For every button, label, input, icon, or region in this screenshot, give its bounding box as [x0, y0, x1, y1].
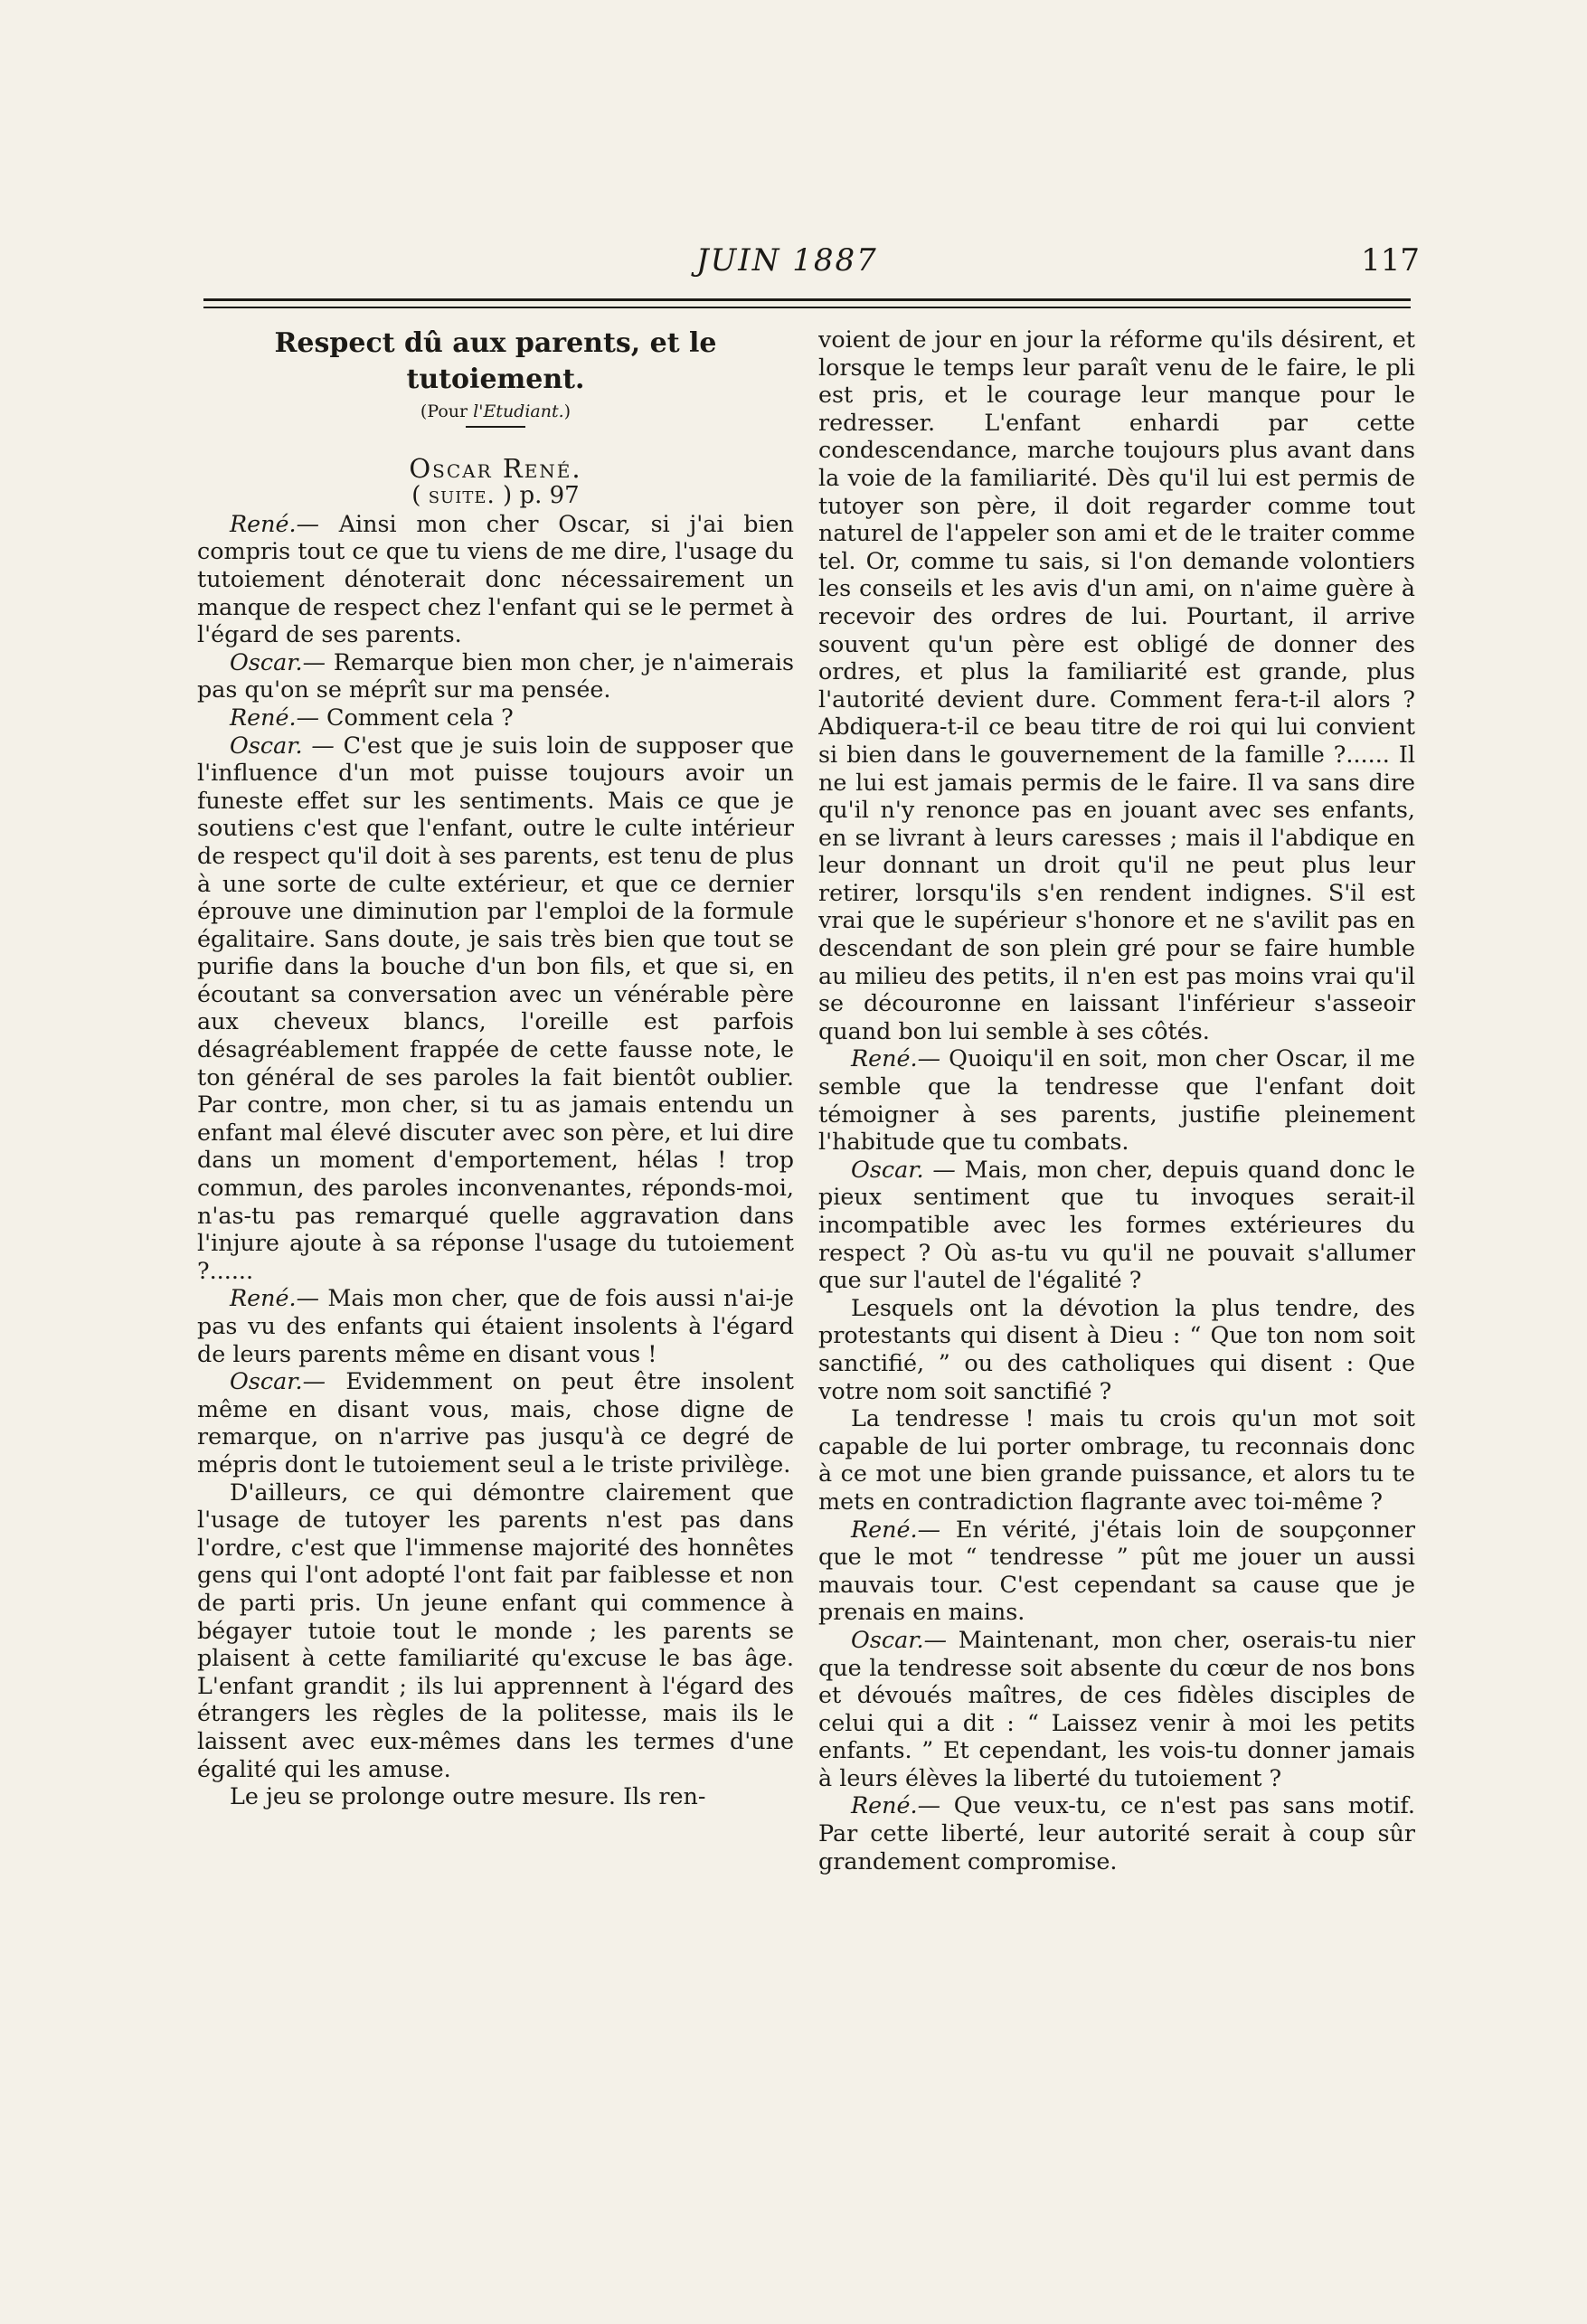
- paragraph-text: C'est que je suis loin de supposer que l'influence d'un mot puisse toujours avoir un funeste effet sur les sentiments. Mais ce que je soutiens c'est que l'enfant, outre le culte intérieur de respect qu'il doit à ses parents, est tenu de plus à une sorte de culte extérieur, et que ce dernier éprouve une diminution par l'emploi de la formule égalitaire. Sans doute, je sais très bien que tout se purifie dans la bouche d'un bon fils, et que si, en écoutant sa conversation avec un vénérable père aux cheveux blancs, l'oreille est parfois désagréablement frappée de cette fausse note, le ton général de ses paroles la fait bientôt oublier. Par contre, mon cher, si tu as jamais entendu un enfant mal élevé discuter avec son père, et lui dire dans un moment d'emportement, hélas ! trop commun, des paroles inconvenantes, réponds-moi, n'as-tu pas remarqué quelle aggravation dans l'injure ajoute à sa réponse l'usage du tutoiement ?......: [197, 731, 794, 1284]
- right-column: [818, 326, 1415, 2116]
- paragraph-text: Quoiqu'il en soit, mon cher Oscar, il me semble que la tendresse que l'enfant doit témoigner à ses parents, justifie pleinement l'habitude que tu combats.: [818, 1044, 1415, 1156]
- speaker-label: Oscar.—: [230, 1367, 326, 1395]
- byline: [197, 398, 794, 426]
- paragraph-text: voient de jour en jour la réforme qu'ils désirent, et lorsque le temps leur paraît venu de le faire, le pli est pris, et le courage leur manque pour le redresser. L'enfant enhardi par cette condescendance, marche toujours plus avant dans la voie de la familiarité. Dès qu'il lui est permis de tutoyer son père, il doit regarder comme tout naturel de l'appeler son ami et de le traiter comme tel. Or, comme tu sais, si l'on demande volontiers les conseils et les avis d'un ami, on n'aime guère à recevoir des ordres de lui. Pourtant, il arrive souvent qu'un père est obligé de donner des ordres, et plus la familiarité est grande, plus l'autorité devient dure. Comment fera-t-il alors ? Abdiquera-t-il ce beau titre de roi qui lui convient si bien dans le gouvernement de la famille ?...... Il ne lui est jamais permis de le faire. Il va sans dire qu'il n'y renonce pas en jouant avec ses enfants, en se livrant à leurs caresses ; mais il l'abdique en leur donnant un droit qu'il ne peut plus leur retirer, lorsqu'ils s'en rendent indignes. S'il est vrai que le supérieur s'honore et ne s'avilit pas en descendant de son plein gré pour se faire humble au milieu des petits, il n'en est pas moins vrai qu'il se découronne en laissant l'inférieur s'asseoir quand bon lui semble à ses côtés.: [818, 326, 1415, 1044]
- paragraph-text: Mais mon cher, que de fois aussi n'ai-je pas vu des enfants qui étaient insolents à l'égard de leurs parents même en disant vous !: [197, 1284, 794, 1367]
- dialogue-paragraph: [197, 704, 794, 732]
- page-number: 117: [1361, 242, 1420, 279]
- dialogue-paragraph: [197, 732, 794, 1285]
- dialogue-paragraph: [818, 1791, 1415, 1875]
- suite-page: p. 97: [519, 482, 580, 510]
- dialogue-paragraph: [197, 648, 794, 704]
- suite-open: (: [411, 482, 421, 510]
- running-head: JUIN 1887: [696, 242, 878, 279]
- dialogue-paragraph: [197, 1478, 794, 1783]
- article-title: Respect dû aux parents, et le tutoiement.: [274, 327, 717, 395]
- article-author: Oscar René.: [409, 452, 582, 484]
- dialogue-paragraph: [818, 1626, 1415, 1792]
- paragraph-text: Ainsi mon cher Oscar, si j'ai bien compris tout ce que tu viens de me dire, l'usage du tutoiement dénoterait donc nécessairement un manque de respect chez l'enfant qui se le permet à l'égard de ses parents.: [197, 509, 794, 648]
- speaker-label: René.—: [230, 509, 319, 537]
- dialogue-paragraph: [818, 1294, 1415, 1404]
- paragraph-text: Que veux-tu, ce n'est pas sans motif. Par cette liberté, leur autorité serait à coup sûr grandement compromise.: [818, 1791, 1415, 1875]
- speaker-label: René.—: [851, 1515, 940, 1543]
- speaker-label: René.—: [851, 1791, 940, 1819]
- speaker-label: René.—: [230, 1284, 319, 1312]
- page-header: [199, 242, 1420, 288]
- paragraph-text: Maintenant, mon cher, oserais-tu nier que la tendresse soit absente du cœur de nos bons et dévoués maîtres, de ces fidèles disciples de celui qui a dit : “ Laissez venir à moi les petits enfants. ” Et cependant, les vois-tu donner jamais à leurs élèves la liberté du tutoiement ?: [818, 1625, 1415, 1791]
- paragraph-text: En vérité, j'étais loin de soupçonner que le mot “ tendresse ” pût me jouer un aussi mauvais tour. C'est cependant sa cause que je prenais en mains.: [818, 1515, 1415, 1626]
- paragraph-text: Remarque bien mon cher, je n'aimerais pas qu'on se méprît sur ma pensée.: [197, 647, 794, 704]
- dialogue-paragraph: [197, 1782, 794, 1810]
- dialogue-paragraph: [818, 326, 1415, 1044]
- paragraph-text: Comment cela ?: [318, 703, 514, 731]
- right-paragraphs: [818, 326, 1415, 1875]
- paragraph-text: D'ailleurs, ce qui démontre clairement que l'usage de tutoyer les parents n'est pas dans l'ordre, c'est que l'immense majorité des honnêtes gens qui l'ont adopté l'ont fait par faiblesse et non de parti pris. Un jeune enfant qui commence à bégayer tutoie tout le monde ; les parents se plaisent à cette familiarité qu'excuse le bas âge. L'enfant grandit ; ils lui apprennent à l'égard des étrangers les règles de la politesse, mais ils le laissent avec eux-mêmes dans les termes d'une égalité qui les amuse.: [197, 1478, 794, 1782]
- speaker-label: Oscar.—: [230, 647, 326, 675]
- speaker-label: René.—: [851, 1044, 940, 1072]
- suite-label: suite.: [428, 482, 496, 510]
- dialogue-paragraph: [197, 510, 794, 648]
- speaker-label: René.—: [230, 703, 319, 731]
- speaker-label: Oscar. —: [230, 731, 335, 759]
- speaker-label: Oscar.—: [851, 1625, 948, 1653]
- suite-reference: [197, 482, 794, 510]
- header-rule-thick: [203, 298, 1411, 301]
- title-separator: [466, 426, 525, 428]
- paragraph-text: Lesquels ont la dévotion la plus tendre, des protestants qui disent à Dieu : “ Que ton nom soit sanctifié, ” ou des catholiques qui disent : Que votre nom soit sanctifié ?: [818, 1293, 1415, 1404]
- paragraph-text: Le jeu se prolonge outre mesure. Ils ren-: [230, 1782, 706, 1810]
- dialogue-paragraph: [818, 1516, 1415, 1626]
- byline-prefix: (Pour: [420, 402, 468, 421]
- left-paragraphs: [197, 510, 794, 1810]
- left-column: [197, 326, 794, 2116]
- byline-publication: l'Etudiant.: [473, 402, 564, 421]
- dialogue-paragraph: [197, 1367, 794, 1478]
- byline-suffix: ): [563, 402, 572, 421]
- paragraph-text: La tendresse ! mais tu crois qu'un mot soit capable de lui porter ombrage, tu reconnais donc à ce mot une bien grande puissance, et alors tu te mets en contradiction flagrante avec toi-même ?: [818, 1404, 1415, 1515]
- paragraph-text: Evidemment on peut être insolent même en disant vous, mais, chose digne de remarque, on n'arrive pas jusqu'à ce degré de mépris dont le tutoiement seul a le triste privilège.: [197, 1367, 794, 1478]
- dialogue-paragraph: [818, 1156, 1415, 1294]
- dialogue-paragraph: [818, 1044, 1415, 1155]
- dialogue-paragraph: [818, 1404, 1415, 1515]
- header-rule-thin: [203, 307, 1411, 308]
- speaker-label: Oscar. —: [851, 1155, 956, 1183]
- dialogue-paragraph: [197, 1284, 794, 1367]
- suite-close: ): [503, 482, 513, 510]
- paragraph-text: Mais, mon cher, depuis quand donc le pieux sentiment que tu invoques serait-il incompatible avec les formes extérieures du respect ? Où as-tu vu qu'il ne pouvait s'allumer que sur l'autel de l'égalité ?: [818, 1155, 1415, 1294]
